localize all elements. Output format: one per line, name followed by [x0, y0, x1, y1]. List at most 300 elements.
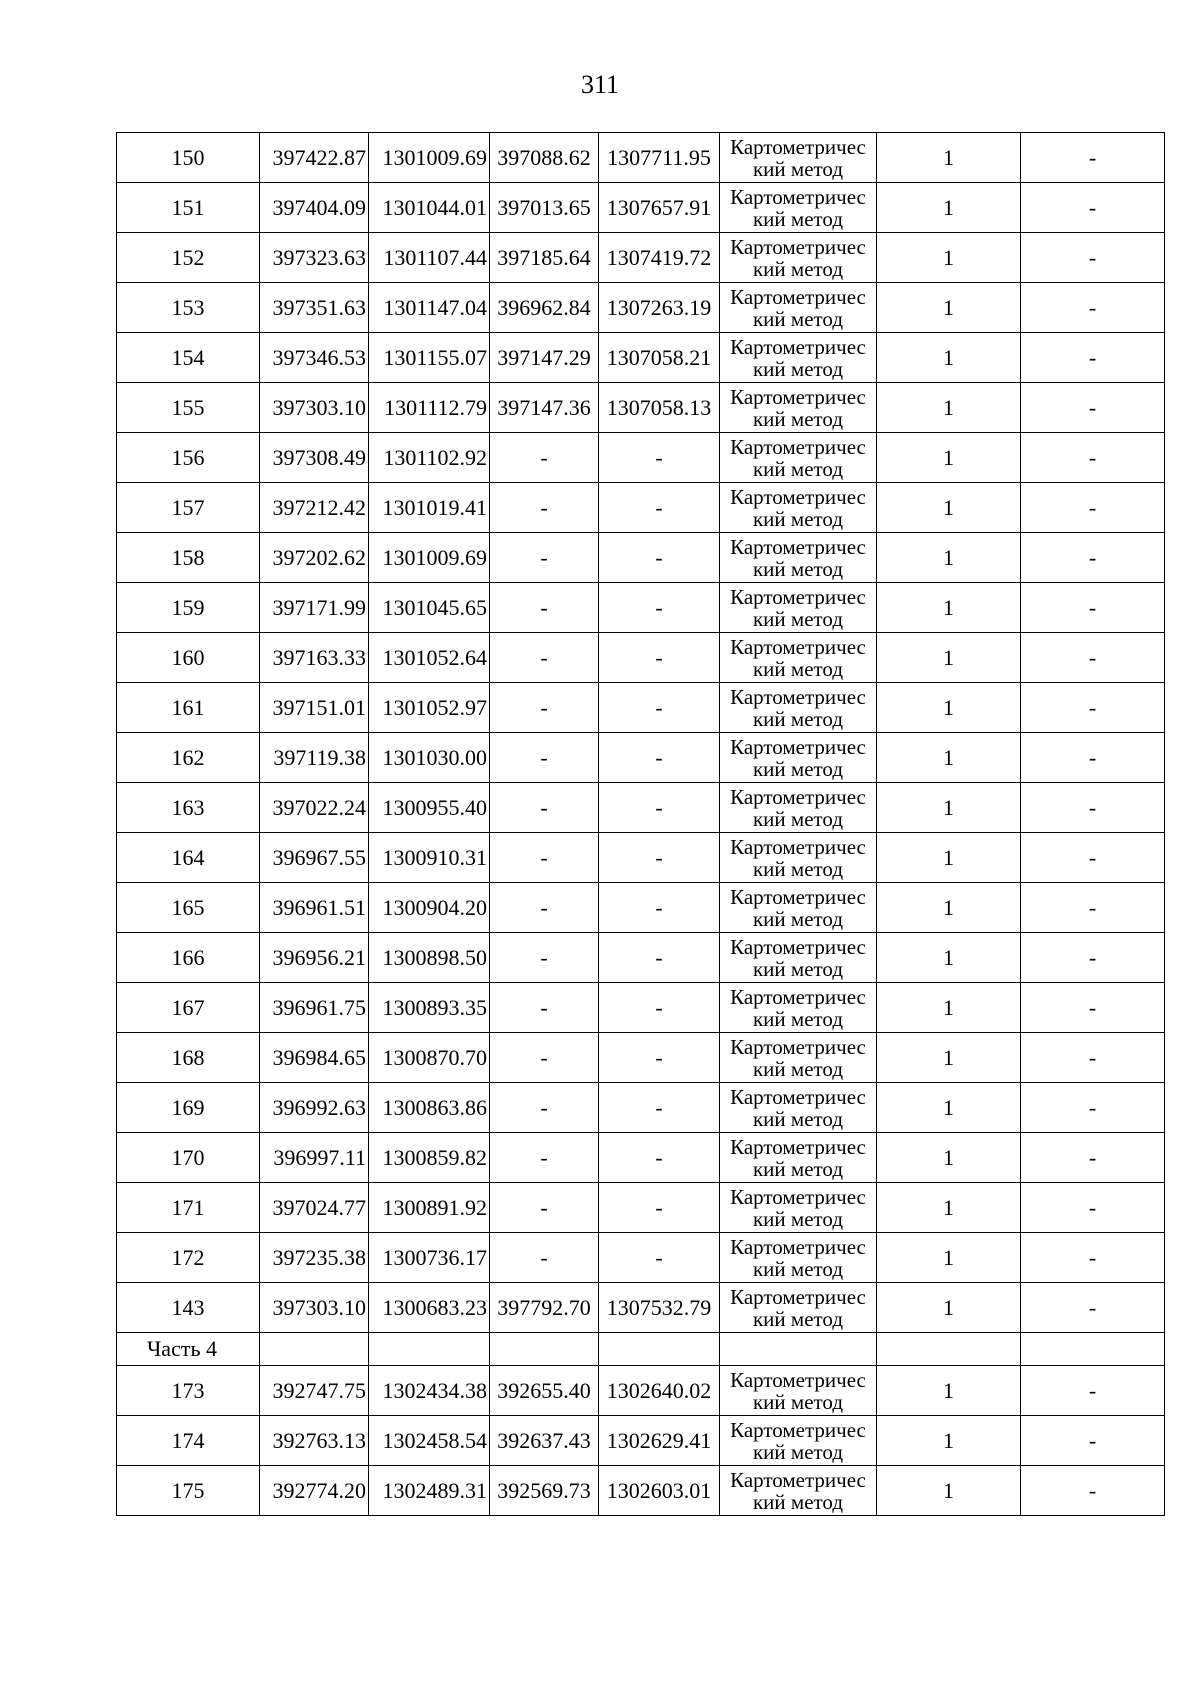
y-coordinate-cell: 1301102.92	[369, 433, 490, 483]
method-cell	[720, 883, 877, 933]
point-number-cell: 169	[117, 1083, 260, 1133]
point-number-cell: 161	[117, 683, 260, 733]
method-line-2: кий метод	[752, 656, 844, 681]
x2-coordinate-cell: -	[490, 583, 599, 633]
x2-coordinate-cell: -	[490, 1233, 599, 1283]
point-number-cell: 160	[117, 633, 260, 683]
method-line-1: Картометричес	[730, 834, 866, 859]
x-coordinate-cell: 397235.38	[260, 1233, 369, 1283]
x2-coordinate-cell: -	[490, 1033, 599, 1083]
x-coordinate-cell: 397022.24	[260, 783, 369, 833]
accuracy-cell: 1	[877, 933, 1021, 983]
note-cell: -	[1021, 233, 1165, 283]
accuracy-cell: 1	[877, 883, 1021, 933]
method-cell	[720, 1233, 877, 1283]
y-coordinate-cell: 1302434.38	[369, 1366, 490, 1416]
method-line-1: Картометричес	[730, 784, 866, 809]
method-cell	[720, 483, 877, 533]
y-coordinate-cell: 1301052.97	[369, 683, 490, 733]
y2-coordinate-cell: -	[599, 733, 720, 783]
x-coordinate-cell: 397151.01	[260, 683, 369, 733]
coordinates-table	[116, 132, 1165, 1516]
method-line-2: кий метод	[752, 306, 844, 331]
method-cell	[720, 733, 877, 783]
y2-coordinate-cell: -	[599, 533, 720, 583]
y2-coordinate-cell: -	[599, 433, 720, 483]
table-row	[117, 183, 1165, 233]
x2-coordinate-cell: -	[490, 1083, 599, 1133]
x-coordinate-cell: 397323.63	[260, 233, 369, 283]
empty-cell	[877, 1333, 1021, 1366]
x2-coordinate-cell: -	[490, 533, 599, 583]
accuracy-cell: 1	[877, 483, 1021, 533]
y-coordinate-cell: 1300736.17	[369, 1233, 490, 1283]
table-row	[117, 333, 1165, 383]
y-coordinate-cell: 1301147.04	[369, 283, 490, 333]
method-line-1: Картометричес	[730, 584, 866, 609]
accuracy-cell: 1	[877, 1466, 1021, 1516]
x2-coordinate-cell: -	[490, 833, 599, 883]
point-number-cell: 154	[117, 333, 260, 383]
accuracy-cell: 1	[877, 583, 1021, 633]
x2-coordinate-cell: 397185.64	[490, 233, 599, 283]
empty-cell	[490, 1333, 599, 1366]
y-coordinate-cell: 1300870.70	[369, 1033, 490, 1083]
accuracy-cell: 1	[877, 1133, 1021, 1183]
accuracy-cell: 1	[877, 383, 1021, 433]
method-line-2: кий метод	[752, 256, 844, 281]
y2-coordinate-cell: -	[599, 933, 720, 983]
method-line-2: кий метод	[752, 1206, 844, 1231]
table-row	[117, 833, 1165, 883]
x2-coordinate-cell: 392655.40	[490, 1366, 599, 1416]
method-line-2: кий метод	[752, 1056, 844, 1081]
method-cell	[720, 1083, 877, 1133]
point-number-cell: 166	[117, 933, 260, 983]
note-cell: -	[1021, 333, 1165, 383]
note-cell: -	[1021, 1366, 1165, 1416]
note-cell: -	[1021, 833, 1165, 883]
y2-coordinate-cell: -	[599, 1033, 720, 1083]
y-coordinate-cell: 1301107.44	[369, 233, 490, 283]
table-row	[117, 1466, 1165, 1516]
method-line-2: кий метод	[752, 956, 844, 981]
accuracy-cell: 1	[877, 633, 1021, 683]
y-coordinate-cell: 1301009.69	[369, 533, 490, 583]
accuracy-cell: 1	[877, 1083, 1021, 1133]
x-coordinate-cell: 392747.75	[260, 1366, 369, 1416]
method-line-2: кий метод	[752, 506, 844, 531]
x-coordinate-cell: 397171.99	[260, 583, 369, 633]
table-row	[117, 733, 1165, 783]
point-number-cell: 172	[117, 1233, 260, 1283]
x2-coordinate-cell: -	[490, 483, 599, 533]
table-row	[117, 1183, 1165, 1233]
method-cell	[720, 983, 877, 1033]
method-line-2: кий метод	[752, 1489, 844, 1514]
y-coordinate-cell: 1300893.35	[369, 983, 490, 1033]
x-coordinate-cell: 396961.75	[260, 983, 369, 1033]
empty-cell	[720, 1333, 877, 1366]
note-cell: -	[1021, 533, 1165, 583]
table-row	[117, 1083, 1165, 1133]
x-coordinate-cell: 396967.55	[260, 833, 369, 883]
table-row	[117, 533, 1165, 583]
empty-cell	[369, 1333, 490, 1366]
point-number-cell: 156	[117, 433, 260, 483]
method-line-2: кий метод	[752, 1389, 844, 1414]
point-number-cell: 163	[117, 783, 260, 833]
note-cell: -	[1021, 433, 1165, 483]
note-cell: -	[1021, 633, 1165, 683]
accuracy-cell: 1	[877, 833, 1021, 883]
method-line-1: Картометричес	[730, 984, 866, 1009]
x2-coordinate-cell: 392569.73	[490, 1466, 599, 1516]
method-line-2: кий метод	[752, 1106, 844, 1131]
x2-coordinate-cell: -	[490, 983, 599, 1033]
x-coordinate-cell: 392774.20	[260, 1466, 369, 1516]
y-coordinate-cell: 1300904.20	[369, 883, 490, 933]
table-row	[117, 783, 1165, 833]
point-number-cell: 167	[117, 983, 260, 1033]
method-cell	[720, 933, 877, 983]
x-coordinate-cell: 397024.77	[260, 1183, 369, 1233]
accuracy-cell: 1	[877, 783, 1021, 833]
y-coordinate-cell: 1301052.64	[369, 633, 490, 683]
y-coordinate-cell: 1302458.54	[369, 1416, 490, 1466]
point-number-cell: 162	[117, 733, 260, 783]
section-row	[117, 1333, 1165, 1366]
x-coordinate-cell: 392763.13	[260, 1416, 369, 1466]
method-line-2: кий метод	[752, 1439, 844, 1464]
y-coordinate-cell: 1301112.79	[369, 383, 490, 433]
point-number-cell: 168	[117, 1033, 260, 1083]
method-line-2: кий метод	[752, 456, 844, 481]
y-coordinate-cell: 1300859.82	[369, 1133, 490, 1183]
method-line-2: кий метод	[752, 756, 844, 781]
method-line-1: Картометричес	[730, 734, 866, 759]
note-cell: -	[1021, 733, 1165, 783]
y2-coordinate-cell: -	[599, 783, 720, 833]
point-number-cell: 152	[117, 233, 260, 283]
method-cell	[720, 533, 877, 583]
y-coordinate-cell: 1301155.07	[369, 333, 490, 383]
x2-coordinate-cell: -	[490, 683, 599, 733]
table-row	[117, 433, 1165, 483]
x-coordinate-cell: 396992.63	[260, 1083, 369, 1133]
accuracy-cell: 1	[877, 1416, 1021, 1466]
table-row	[117, 933, 1165, 983]
x2-coordinate-cell: -	[490, 783, 599, 833]
method-line-2: кий метод	[752, 1256, 844, 1281]
method-cell	[720, 1283, 877, 1333]
x-coordinate-cell: 397163.33	[260, 633, 369, 683]
empty-cell	[599, 1333, 720, 1366]
method-cell	[720, 433, 877, 483]
method-line-1: Картометричес	[730, 134, 866, 159]
page-number: 311	[580, 70, 620, 99]
table-row	[117, 283, 1165, 333]
x2-coordinate-cell: -	[490, 933, 599, 983]
method-line-1: Картометричес	[730, 184, 866, 209]
x2-coordinate-cell: 397147.36	[490, 383, 599, 433]
x2-coordinate-cell: 397147.29	[490, 333, 599, 383]
method-line-1: Картометричес	[730, 1467, 866, 1492]
x2-coordinate-cell: 397088.62	[490, 133, 599, 183]
method-line-2: кий метод	[752, 1306, 844, 1331]
point-number-cell: 174	[117, 1416, 260, 1466]
table-row	[117, 1233, 1165, 1283]
method-cell	[720, 383, 877, 433]
method-line-1: Картометричес	[730, 1034, 866, 1059]
table-row	[117, 583, 1165, 633]
y-coordinate-cell: 1302489.31	[369, 1466, 490, 1516]
note-cell: -	[1021, 983, 1165, 1033]
method-line-1: Картометричес	[730, 934, 866, 959]
accuracy-cell: 1	[877, 683, 1021, 733]
point-number-cell: 153	[117, 283, 260, 333]
method-cell	[720, 1416, 877, 1466]
method-line-1: Картометричес	[730, 1367, 866, 1392]
y2-coordinate-cell: -	[599, 833, 720, 883]
x2-coordinate-cell: 396962.84	[490, 283, 599, 333]
method-line-1: Картометричес	[730, 384, 866, 409]
point-number-cell: 159	[117, 583, 260, 633]
x2-coordinate-cell: -	[490, 433, 599, 483]
method-line-1: Картометричес	[730, 1284, 866, 1309]
y2-coordinate-cell: -	[599, 633, 720, 683]
point-number-cell: 158	[117, 533, 260, 583]
method-line-1: Картометричес	[730, 534, 866, 559]
x-coordinate-cell: 397303.10	[260, 383, 369, 433]
accuracy-cell: 1	[877, 1033, 1021, 1083]
table-row	[117, 1366, 1165, 1416]
note-cell: -	[1021, 133, 1165, 183]
y-coordinate-cell: 1300863.86	[369, 1083, 490, 1133]
y2-coordinate-cell: -	[599, 1133, 720, 1183]
method-line-2: кий метод	[752, 606, 844, 631]
x-coordinate-cell: 396956.21	[260, 933, 369, 983]
method-line-2: кий метод	[752, 906, 844, 931]
note-cell: -	[1021, 1083, 1165, 1133]
note-cell: -	[1021, 1416, 1165, 1466]
accuracy-cell: 1	[877, 533, 1021, 583]
table-row	[117, 233, 1165, 283]
table-row	[117, 383, 1165, 433]
x-coordinate-cell: 397404.09	[260, 183, 369, 233]
method-line-1: Картометричес	[730, 1084, 866, 1109]
x-coordinate-cell: 396997.11	[260, 1133, 369, 1183]
point-number-cell: 157	[117, 483, 260, 533]
note-cell: -	[1021, 783, 1165, 833]
y-coordinate-cell: 1300910.31	[369, 833, 490, 883]
point-number-cell: 164	[117, 833, 260, 883]
table-row	[117, 483, 1165, 533]
accuracy-cell: 1	[877, 433, 1021, 483]
point-number-cell: 175	[117, 1466, 260, 1516]
method-line-1: Картометричес	[730, 1184, 866, 1209]
method-line-1: Картометричес	[730, 884, 866, 909]
x2-coordinate-cell: -	[490, 1183, 599, 1233]
note-cell: -	[1021, 683, 1165, 733]
x2-coordinate-cell: -	[490, 633, 599, 683]
x-coordinate-cell: 397212.42	[260, 483, 369, 533]
y-coordinate-cell: 1301045.65	[369, 583, 490, 633]
method-line-2: кий метод	[752, 156, 844, 181]
method-line-2: кий метод	[752, 406, 844, 431]
table-row	[117, 1133, 1165, 1183]
accuracy-cell: 1	[877, 283, 1021, 333]
section-label: Часть 4	[117, 1333, 260, 1366]
method-line-1: Картометричес	[730, 1234, 866, 1259]
table-row	[117, 1033, 1165, 1083]
method-cell	[720, 1466, 877, 1516]
note-cell: -	[1021, 883, 1165, 933]
table-row	[117, 133, 1165, 183]
method-cell	[720, 783, 877, 833]
accuracy-cell: 1	[877, 1233, 1021, 1283]
note-cell: -	[1021, 1283, 1165, 1333]
method-line-2: кий метод	[752, 356, 844, 381]
y-coordinate-cell: 1300891.92	[369, 1183, 490, 1233]
x-coordinate-cell: 397346.53	[260, 333, 369, 383]
method-line-1: Картометричес	[730, 484, 866, 509]
note-cell: -	[1021, 283, 1165, 333]
method-cell	[720, 1183, 877, 1233]
method-line-2: кий метод	[752, 806, 844, 831]
point-number-cell: 155	[117, 383, 260, 433]
method-cell	[720, 683, 877, 733]
y-coordinate-cell: 1301030.00	[369, 733, 490, 783]
accuracy-cell: 1	[877, 333, 1021, 383]
method-cell	[720, 833, 877, 883]
method-line-2: кий метод	[752, 706, 844, 731]
table-row	[117, 983, 1165, 1033]
method-line-1: Картометричес	[730, 1134, 866, 1159]
note-cell: -	[1021, 383, 1165, 433]
method-line-1: Картометричес	[730, 684, 866, 709]
method-cell	[720, 1133, 877, 1183]
accuracy-cell: 1	[877, 183, 1021, 233]
note-cell: -	[1021, 933, 1165, 983]
method-cell	[720, 283, 877, 333]
method-cell	[720, 1366, 877, 1416]
x-coordinate-cell: 397119.38	[260, 733, 369, 783]
x2-coordinate-cell: 397792.70	[490, 1283, 599, 1333]
y2-coordinate-cell: 1302603.01	[599, 1466, 720, 1516]
method-line-1: Картометричес	[730, 234, 866, 259]
x2-coordinate-cell: 392637.43	[490, 1416, 599, 1466]
y2-coordinate-cell: -	[599, 1183, 720, 1233]
point-number-cell: 143	[117, 1283, 260, 1333]
accuracy-cell: 1	[877, 1283, 1021, 1333]
accuracy-cell: 1	[877, 1183, 1021, 1233]
y2-coordinate-cell: 1307532.79	[599, 1283, 720, 1333]
method-cell	[720, 333, 877, 383]
note-cell: -	[1021, 1183, 1165, 1233]
y-coordinate-cell: 1300955.40	[369, 783, 490, 833]
table-row	[117, 1416, 1165, 1466]
x-coordinate-cell: 396984.65	[260, 1033, 369, 1083]
accuracy-cell: 1	[877, 133, 1021, 183]
method-cell	[720, 233, 877, 283]
y2-coordinate-cell: 1307263.19	[599, 283, 720, 333]
table-row	[117, 683, 1165, 733]
method-line-1: Картометричес	[730, 1417, 866, 1442]
y2-coordinate-cell: -	[599, 1233, 720, 1283]
point-number-cell: 150	[117, 133, 260, 183]
empty-cell	[1021, 1333, 1165, 1366]
y2-coordinate-cell: 1302629.41	[599, 1416, 720, 1466]
table-row	[117, 883, 1165, 933]
y2-coordinate-cell: 1307058.21	[599, 333, 720, 383]
method-line-2: кий метод	[752, 1006, 844, 1031]
method-cell	[720, 583, 877, 633]
x-coordinate-cell: 397422.87	[260, 133, 369, 183]
note-cell: -	[1021, 1033, 1165, 1083]
y2-coordinate-cell: 1307419.72	[599, 233, 720, 283]
method-line-2: кий метод	[752, 556, 844, 581]
accuracy-cell: 1	[877, 733, 1021, 783]
x2-coordinate-cell: -	[490, 733, 599, 783]
table-body	[117, 133, 1165, 1516]
empty-cell	[260, 1333, 369, 1366]
x2-coordinate-cell: -	[490, 1133, 599, 1183]
point-number-cell: 173	[117, 1366, 260, 1416]
x-coordinate-cell: 397351.63	[260, 283, 369, 333]
x-coordinate-cell: 396961.51	[260, 883, 369, 933]
note-cell: -	[1021, 483, 1165, 533]
point-number-cell: 171	[117, 1183, 260, 1233]
table-row	[117, 633, 1165, 683]
y2-coordinate-cell: -	[599, 983, 720, 1033]
method-line-1: Картометричес	[730, 634, 866, 659]
method-line-1: Картометричес	[730, 434, 866, 459]
note-cell: -	[1021, 183, 1165, 233]
note-cell: -	[1021, 1233, 1165, 1283]
method-cell	[720, 1033, 877, 1083]
method-cell	[720, 133, 877, 183]
method-line-1: Картометричес	[730, 284, 866, 309]
y2-coordinate-cell: 1307711.95	[599, 133, 720, 183]
point-number-cell: 165	[117, 883, 260, 933]
y2-coordinate-cell: 1302640.02	[599, 1366, 720, 1416]
y-coordinate-cell: 1301019.41	[369, 483, 490, 533]
y-coordinate-cell: 1301009.69	[369, 133, 490, 183]
method-cell	[720, 633, 877, 683]
point-number-cell: 151	[117, 183, 260, 233]
y2-coordinate-cell: -	[599, 483, 720, 533]
accuracy-cell: 1	[877, 1366, 1021, 1416]
method-line-2: кий метод	[752, 206, 844, 231]
note-cell: -	[1021, 1133, 1165, 1183]
method-line-2: кий метод	[752, 856, 844, 881]
method-line-1: Картометричес	[730, 334, 866, 359]
y2-coordinate-cell: -	[599, 883, 720, 933]
y2-coordinate-cell: -	[599, 1083, 720, 1133]
y-coordinate-cell: 1300898.50	[369, 933, 490, 983]
y2-coordinate-cell: -	[599, 683, 720, 733]
x-coordinate-cell: 397303.10	[260, 1283, 369, 1333]
x-coordinate-cell: 397308.49	[260, 433, 369, 483]
accuracy-cell: 1	[877, 233, 1021, 283]
y-coordinate-cell: 1301044.01	[369, 183, 490, 233]
method-cell	[720, 183, 877, 233]
x-coordinate-cell: 397202.62	[260, 533, 369, 583]
y2-coordinate-cell: 1307657.91	[599, 183, 720, 233]
accuracy-cell: 1	[877, 983, 1021, 1033]
y-coordinate-cell: 1300683.23	[369, 1283, 490, 1333]
